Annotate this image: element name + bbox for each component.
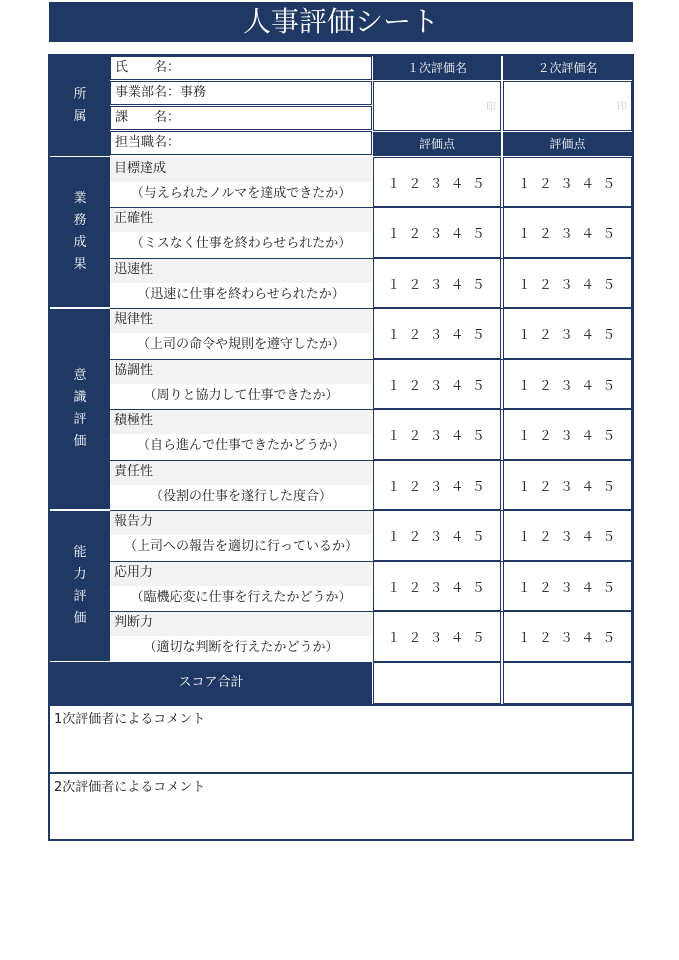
first-evaluator-comment-label: 1次評価者によるコメント [54, 712, 206, 727]
row-divider [110, 510, 632, 511]
row-divider [110, 359, 632, 360]
department-field[interactable]: 事業部名：事務 [110, 81, 372, 105]
stamp-mark: 印 [617, 102, 627, 113]
item-description: （与えられたノルマを達成できたか） [130, 186, 352, 201]
row-divider [110, 561, 632, 562]
second-evaluator-comment-box[interactable] [50, 772, 632, 839]
first-evaluator-comment-box[interactable] [50, 704, 632, 772]
first-total-score-box[interactable] [373, 662, 501, 704]
first-score-scale[interactable]: １ ２ ３ ４ ５ [373, 258, 501, 308]
stamp-mark: 印 [486, 102, 496, 113]
item-name: 協調性 [110, 360, 372, 384]
affiliation-label: 所 属 [50, 56, 110, 156]
item-name: 判断力 [110, 612, 372, 636]
second-score-scale[interactable]: １ ２ ３ ４ ５ [503, 460, 632, 510]
first-evaluator-stamp-box[interactable] [373, 81, 501, 131]
first-evaluator-header: １次評価名 [373, 56, 501, 80]
second-total-score-box[interactable] [503, 662, 632, 704]
second-score-scale[interactable]: １ ２ ３ ４ ５ [503, 409, 632, 460]
first-points-header: 評価点 [373, 132, 501, 156]
row-divider [110, 207, 632, 208]
second-score-scale[interactable]: １ ２ ３ ４ ５ [503, 308, 632, 359]
first-score-scale[interactable]: １ ２ ３ ４ ５ [373, 510, 501, 561]
item-description: （上司の命令や規則を遵守したか） [136, 337, 345, 352]
item-name: 報告力 [110, 511, 372, 535]
first-score-scale[interactable]: １ ２ ３ ４ ５ [373, 207, 501, 258]
first-score-scale[interactable]: １ ２ ３ ４ ５ [373, 157, 501, 207]
item-name: 応用力 [110, 562, 372, 586]
first-score-scale[interactable]: １ ２ ３ ４ ５ [373, 359, 501, 409]
second-evaluator-stamp-box[interactable] [503, 81, 632, 131]
item-description: （ミスなく仕事を終わらせられたか） [130, 236, 352, 251]
group-label-ability: 能 力 評 価 [50, 511, 110, 661]
item-description: （臨機応変に仕事を行えたかどうか） [130, 590, 352, 605]
second-score-scale[interactable]: １ ２ ３ ４ ５ [503, 207, 632, 258]
second-score-scale[interactable]: １ ２ ３ ４ ５ [503, 359, 632, 409]
second-score-scale[interactable]: １ ２ ３ ４ ５ [503, 157, 632, 207]
item-description: （役割の仕事を遂行した度合） [149, 489, 332, 504]
row-divider [110, 409, 632, 410]
second-evaluator-header: ２次評価名 [503, 56, 632, 80]
item-description: （適切な判断を行えたかどうか） [143, 640, 339, 655]
item-description: （上司への報告を適切に行っているか） [123, 539, 358, 554]
item-name: 迅速性 [110, 259, 372, 283]
first-score-scale[interactable]: １ ２ ３ ４ ５ [373, 409, 501, 460]
item-description: （周りと協力して仕事できたか） [143, 388, 339, 403]
row-divider [110, 460, 632, 461]
group-label-business-results: 業 務 成 果 [50, 157, 110, 307]
second-score-scale[interactable]: １ ２ ３ ４ ５ [503, 561, 632, 611]
first-score-scale[interactable]: １ ２ ３ ４ ５ [373, 611, 501, 662]
score-total-label: スコア合計 [50, 662, 372, 704]
first-score-scale[interactable]: １ ２ ３ ４ ５ [373, 308, 501, 359]
item-name: 積極性 [110, 410, 372, 434]
name-field[interactable]: 氏 名： [110, 56, 372, 80]
row-divider [110, 611, 632, 612]
item-name: 目標達成 [110, 158, 372, 182]
page-title: 人事評価シート [49, 2, 633, 42]
evaluation-sheet [48, 54, 634, 841]
second-score-scale[interactable]: １ ２ ３ ４ ５ [503, 258, 632, 308]
first-score-scale[interactable]: １ ２ ３ ４ ５ [373, 561, 501, 611]
role-field[interactable]: 担当職名： [110, 131, 372, 155]
first-score-scale[interactable]: １ ２ ３ ４ ５ [373, 460, 501, 510]
item-name: 正確性 [110, 208, 372, 232]
row-divider [110, 308, 632, 309]
item-description: （迅速に仕事を終わらせられたか） [137, 287, 345, 302]
item-name: 責任性 [110, 461, 372, 485]
group-label-attitude: 意 識 評 価 [50, 309, 110, 509]
row-divider [110, 258, 632, 259]
second-score-scale[interactable]: １ ２ ３ ４ ５ [503, 611, 632, 662]
item-name: 規律性 [110, 309, 372, 333]
second-points-header: 評価点 [503, 132, 632, 156]
section-field[interactable]: 課 名： [110, 106, 372, 130]
second-score-scale[interactable]: １ ２ ３ ４ ５ [503, 510, 632, 561]
item-description: （自ら進んで仕事できたかどうか） [136, 438, 345, 453]
second-evaluator-comment-label: 2次評価者によるコメント [54, 780, 206, 795]
